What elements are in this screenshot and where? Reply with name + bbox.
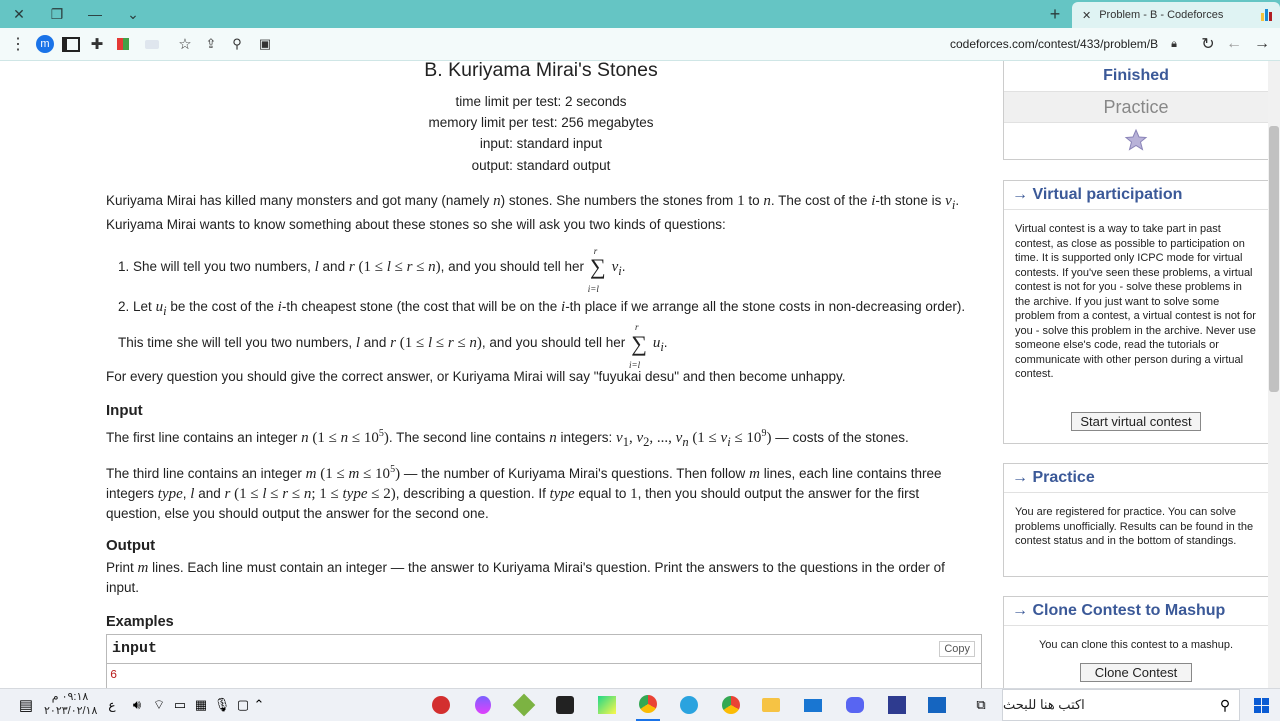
windows-taskbar — [0, 688, 1280, 721]
taskbar-app-purple-icon[interactable] — [472, 689, 494, 721]
output-section-title: Output — [106, 537, 156, 554]
clock[interactable] — [44, 690, 96, 718]
example-input-label: input — [112, 640, 158, 657]
forward-arrow-icon[interactable]: ← — [1226, 35, 1242, 52]
taskbar-search-box[interactable] — [1002, 689, 1240, 721]
bookmark-star-icon[interactable]: ☆ — [178, 36, 192, 53]
extensions-puzzle-icon[interactable]: ✚ — [90, 36, 104, 53]
question-2: 2. Let $u_i$ be the cost of the i-th cheapest stone (the cost that will be on the i-th place if we arrange all the stone costs in non-decreasing order). This time she will tell you two numbers, l and r (1 ≤ l ≤ r ≤ n), and you should tell her ∑ r i=l $u_i$. — [118, 299, 966, 370]
clone-contest-button[interactable]: Clone Contest — [1080, 663, 1192, 682]
examples-title: Examples — [106, 614, 174, 630]
menu-dots-icon[interactable]: ⋮ — [10, 36, 26, 53]
question-1: 1. She will tell you two numbers, l and r (1 ≤ l ≤ r ≤ n), and you should tell her ∑ r i=l $v_i$. — [118, 246, 626, 295]
sidebar-toggle-icon[interactable] — [62, 28, 80, 60]
input-spec: input: standard input — [479, 136, 603, 151]
taskbar-chrome-profile-icon[interactable] — [636, 689, 660, 721]
restore-window-icon[interactable]: ❐ — [50, 5, 64, 22]
input-line-1: The first line contains an integer n $(1 \le n \le 10^5)$. The second line contains n integers: $v_1$, $v_2$, ..., $v_n$ $(1 \le v_i \le 10^9)$ — costs of the stones. — [106, 428, 909, 449]
taskbar-app-red-icon[interactable] — [430, 689, 452, 721]
codeforces-favicon-icon — [1261, 9, 1272, 21]
battery-icon[interactable]: ▭ — [173, 697, 187, 712]
copy-button[interactable]: Copy — [939, 641, 975, 657]
clock-time: ٠٩:١٨ م — [51, 691, 89, 703]
tab-close-icon[interactable]: ✕ — [1082, 9, 1092, 22]
close-window-icon[interactable]: ✕ — [13, 5, 25, 22]
unhappy-paragraph: For every question you should give the correct answer, or Kuriyama Mirai will say "fuyukai desu" and then become unhappy. — [106, 369, 846, 384]
virtual-participation-box — [1003, 180, 1269, 444]
taskbar-app-pycharm-icon[interactable] — [596, 689, 618, 721]
show-hidden-icons-chevron[interactable]: ⌃ — [253, 697, 265, 712]
start-virtual-contest-button[interactable]: Start virtual contest — [1071, 412, 1200, 431]
scrollbar-thumb[interactable] — [1269, 126, 1279, 392]
clock-date: ٢٠٢٣/٠٢/١٨ — [44, 705, 98, 717]
time-limit: time limit per test: 2 seconds — [455, 94, 627, 109]
taskbar-telegram-icon[interactable] — [678, 689, 700, 721]
browser-tab[interactable] — [1072, 2, 1280, 28]
minimize-window-icon[interactable]: — — [88, 6, 102, 22]
task-view-icon[interactable]: ⧉ — [976, 697, 986, 712]
input-language[interactable]: ع — [108, 698, 116, 712]
reading-mode-icon[interactable] — [140, 28, 164, 60]
wifi-icon[interactable]: ⌔ — [152, 697, 166, 712]
clone-contest-title: → Clone Contest to Mashup — [1004, 597, 1268, 626]
output-spec: output: standard output — [471, 158, 611, 173]
taskbar-store-icon[interactable] — [926, 689, 948, 721]
example-input-first-line: 6 — [110, 668, 118, 682]
screenshot-icon[interactable]: ▣ — [258, 36, 272, 51]
tab-list-chevron-icon[interactable]: ⌄ — [127, 5, 139, 22]
tab-title: Problem - B - Codeforces — [1099, 9, 1224, 21]
address-bar[interactable]: codeforces.com/contest/433/problem/B — [950, 37, 1159, 51]
notifications-icon[interactable]: ▤ — [18, 697, 34, 714]
favorite-star-icon[interactable] — [1004, 123, 1268, 157]
tray-app-icon[interactable]: ▦ — [194, 697, 208, 712]
taskbar-mail-icon[interactable] — [802, 689, 824, 721]
problem-title: B. Kuriyama Mirai's Stones — [424, 61, 658, 81]
practice-box — [1003, 463, 1269, 577]
browser-title-bar — [0, 0, 1280, 28]
taskbar-search-placeholder: اكتب هنا للبحث — [1003, 697, 1085, 712]
virtual-participation-title: → Virtual participation — [1004, 181, 1268, 210]
practice-text: You are registered for practice. You can solve problems unofficially. Results can be found in the contest status and in the bottom of standings. — [1015, 506, 1254, 547]
clone-contest-box — [1003, 596, 1269, 688]
output-text: Print m lines. Each line must contain an integer — the answer to Kuriyama Mirai's question. Print the answers to the questions in the order of input. — [106, 560, 945, 595]
contest-status-box — [1003, 61, 1269, 160]
page-content — [0, 61, 1280, 688]
input-section-title: Input — [106, 402, 143, 419]
taskbar-file-explorer-icon[interactable] — [760, 689, 782, 721]
new-tab-plus-icon[interactable]: + — [1049, 3, 1061, 24]
problem-legend: Kuriyama Mirai has killed many monsters and got many (namely n) stones. She numbers the stones from 1 to n. The cost of the i-th stone is $v_i$. Kuriyama Mirai wants to know something about these stones so she will ask you two kinds of questions: — [106, 193, 960, 232]
taskbar-app-dark-icon[interactable] — [554, 689, 576, 721]
reload-icon[interactable]: ↻ — [1201, 36, 1215, 53]
status-practice: Practice — [1004, 92, 1268, 123]
status-finished: Finished — [1004, 61, 1268, 92]
taskbar-editor-icon[interactable] — [886, 689, 908, 721]
back-arrow-icon[interactable]: → — [1254, 35, 1270, 52]
extension-colored-icon[interactable] — [114, 28, 132, 60]
taskbar-discord-icon[interactable] — [844, 689, 866, 721]
virtual-participation-text: Virtual contest is a way to take part in past contest, as close as possible to participation on time. It is supported only ICPC mode for virtual contests. If you've seen these problems, a virtual contest is not for you - solve these problems in the archive. If you just want to solve some problem from a contest, a virtual contest is not for you - solve this problem in the archive. Never use someone else's code, read the tutorials or communicate with other person during a virtual contest. — [1015, 223, 1256, 380]
zoom-search-icon[interactable]: ⚲ — [232, 36, 242, 51]
tray-window-icon[interactable]: ▢ — [236, 697, 250, 712]
taskbar-app-cube-icon[interactable] — [513, 689, 535, 721]
share-icon[interactable]: ⇪ — [205, 36, 217, 51]
profile-avatar[interactable]: m — [36, 28, 54, 60]
memory-limit: memory limit per test: 256 megabytes — [428, 115, 654, 130]
browser-toolbar — [0, 28, 1280, 61]
taskbar-chrome-icon[interactable] — [720, 689, 742, 721]
taskbar-search-icon[interactable]: ⚲ — [1219, 696, 1231, 713]
example-input-box — [106, 634, 982, 688]
clone-contest-text: You can clone this contest to a mashup. — [1038, 639, 1234, 651]
lock-icon: 🔒︎ — [1171, 37, 1177, 50]
volume-icon[interactable]: 🔊︎ — [132, 697, 142, 712]
microphone-icon[interactable]: 🎙︎ — [213, 697, 231, 712]
practice-title: → Practice — [1004, 464, 1268, 493]
input-line-2: The third line contains an integer m $(1 \le m \le 10^5)$ — the number of Kuriyama Mirai's questions. Then follow m lines, each line contains three integers type, l and r (1 ≤ l ≤ r ≤ n; 1 ≤ type ≤ 2), describing a question. If type equal to 1, then you should output the answer for the first question, else you should output the answer for the second one. — [106, 464, 942, 521]
windows-start-icon[interactable] — [1250, 689, 1272, 721]
